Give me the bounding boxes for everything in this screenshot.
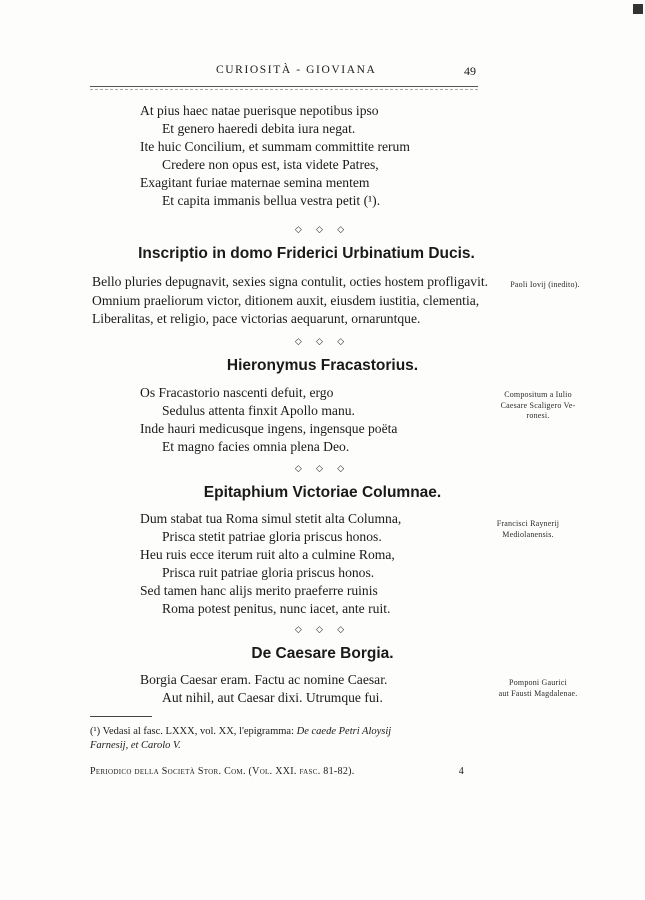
verse-line: Et capita immanis bellua vestra petit (¹). <box>162 193 381 208</box>
separator-ornament: ◇ ◇ ◇ <box>294 624 351 634</box>
verse-line: Et magno facies omnia plena Deo. <box>162 439 350 454</box>
margin-note-line: Paoli Iovij (inedito). <box>510 280 580 289</box>
separator-ornament: ◇ ◇ ◇ <box>294 463 351 473</box>
poem-continuation <box>140 102 410 210</box>
poem-fracastorius <box>140 384 397 456</box>
margin-note-iovij <box>500 280 590 291</box>
verse-line: Sed tamen hanc alijs merito praeferre ruinis <box>140 583 378 598</box>
verse-line: Ite huic Concilium, et summam committite rerum <box>140 139 410 154</box>
verse-line: Prisca ruit patriae gloria priscus honos. <box>162 565 375 580</box>
footnote-rule <box>90 716 152 717</box>
verse-line: Exagitant furiae maternae semina mentem <box>140 175 370 190</box>
verse-line: Dum stabat tua Roma simul stetit alta Columna, <box>140 511 402 526</box>
section-heading-urbinatium <box>0 245 629 263</box>
prose-line: Bello pluries depugnavit, sexies signa contulit, octies hostem profligavit. <box>92 274 489 289</box>
page-footer <box>90 766 490 777</box>
prose-line: Omnium praeliorum victor, ditionem auxit, eiusdem iustitia, clementia, <box>92 292 480 308</box>
heading-text: Epitaphium Victoriae Columnae. <box>203 484 442 501</box>
verse-line: Roma potest penitus, nunc iacet, ante ruit. <box>162 601 391 616</box>
verse-line: At pius haec natae puerisque nepotibus ipso <box>140 103 379 118</box>
verse-line: Sedulus attenta finxit Apollo manu. <box>162 403 355 418</box>
prose-line: Liberalitas, et religio, pace victorias aequarunt, ornaruntque. <box>92 311 421 326</box>
section-heading-borgia <box>0 645 645 663</box>
margin-note-line: Compositum a Iulio <box>504 390 572 399</box>
heading-text: Inscriptio in domo Friderici Urbinatium Ducis. <box>138 245 475 262</box>
margin-note-raynerij <box>470 519 586 540</box>
margin-note-line: Mediolanensis. <box>502 529 554 539</box>
section-heading-columnae <box>0 484 645 502</box>
verse-line: Credere non opus est, ista videte Patres, <box>162 157 379 172</box>
header-rule-secondary <box>90 89 478 90</box>
inscription-text <box>92 273 487 329</box>
verse-line: Et genero haeredi debita iura negat. <box>162 121 356 136</box>
margin-note-line: Francisci Raynerij <box>496 519 560 528</box>
verse-line: Aut nihil, aut Caesar dixi. Utrumque fui. <box>162 690 383 705</box>
heading-text: Hieronymus Fracastorius. <box>226 357 419 374</box>
margin-note-line: aut Fausti Magdalenae. <box>498 688 578 698</box>
verse-line: Inde hauri medicusque ingens, ingensque poëta <box>140 421 398 436</box>
poem-borgia <box>140 671 387 707</box>
separator-ornament: ◇ ◇ ◇ <box>294 224 351 234</box>
header-rule <box>90 86 478 87</box>
footnote-title-part1: De caede Petri Aloysij <box>296 726 392 737</box>
page-number: 49 <box>464 64 476 78</box>
margin-note-line: Caesare Scaligero Ve- <box>500 400 576 410</box>
margin-note-line: Pomponi Gaurici <box>509 678 567 687</box>
verse-line: Borgia Caesar eram. Factu ac nomine Caesar. <box>140 672 388 687</box>
footnote <box>90 725 490 753</box>
heading-text: De Caesare Borgia. <box>251 645 394 662</box>
verse-line: Os Fracastorio nascenti defuit, ergo <box>140 385 334 400</box>
footnote-lead: (¹) Vedasi al fasc. LXXX, vol. XX, l'epigramma: <box>90 726 297 737</box>
verse-line: Heu ruis ecce iterum ruit alto a culmine Roma, <box>140 547 395 562</box>
corner-mark <box>633 4 643 14</box>
footer-periodical: Periodico della Società Stor. Com. (Vol. XXI. fasc. 81-82). <box>90 766 355 777</box>
separator-ornament: ◇ ◇ ◇ <box>294 336 351 346</box>
footnote-title-part2: Farnesij, et Carolo V. <box>90 740 181 751</box>
poem-columnae <box>140 510 401 618</box>
running-title: CURIOSITÀ - GIOVIANA <box>216 64 377 76</box>
verse-line: Prisca stetit patriae gloria priscus honos. <box>162 529 382 544</box>
section-heading-fracastorius <box>0 357 645 375</box>
margin-note-gaurici <box>484 678 592 699</box>
margin-note-line: ronesi. <box>526 411 550 420</box>
margin-note-scaliger <box>484 390 592 422</box>
signature-mark: 4 <box>458 766 464 777</box>
